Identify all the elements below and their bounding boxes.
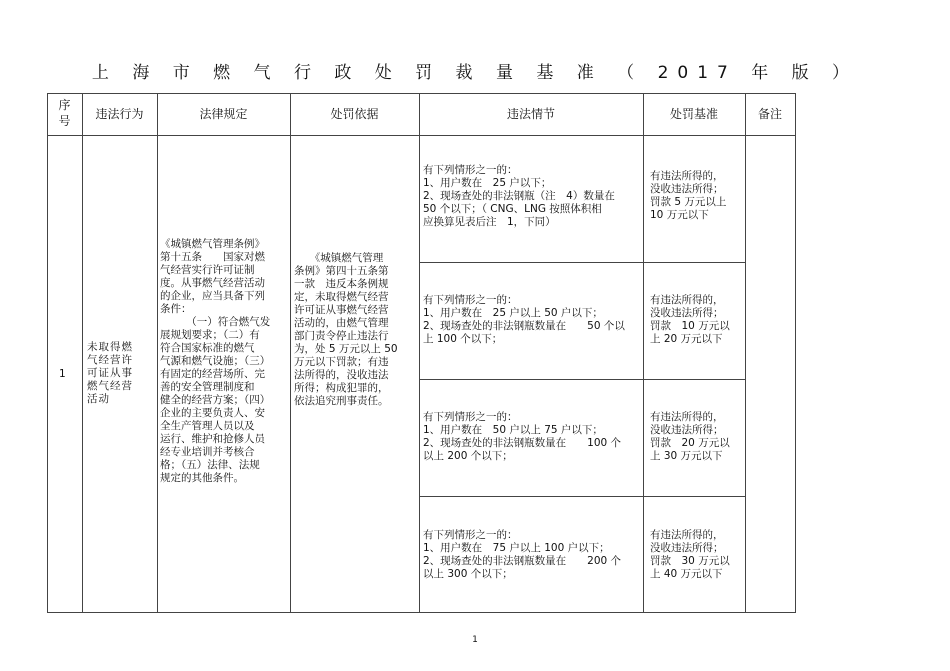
- col-divider-3: [290, 93, 291, 613]
- circumstance-2: 有下列情形之一的： 1、用户数在 25 户以上 50 户以下； 2、现场查处的非法钢瓶数量在 50 个以 上 100 个以下；: [423, 294, 625, 345]
- header-standard: 处罚基准: [669, 107, 718, 121]
- col-divider-4: [419, 93, 420, 613]
- header-divider: [47, 135, 796, 136]
- penalty-table: [47, 93, 796, 613]
- document-title: 上 海 市 燃 气 行 政 处 罚 裁 量 基 准 （ 2017 年 版 ）: [91, 63, 859, 83]
- standard-1: 有违法所得的， 没收违法所得； 罚款 5 万元以上 10 万元以下: [650, 170, 727, 221]
- row-divider-1: [419, 262, 745, 263]
- row1-no: 1: [59, 368, 66, 380]
- header-no: 序 号: [58, 98, 71, 128]
- header-basis: 处罚依据: [330, 107, 379, 121]
- header-circumstance: 违法情节: [506, 107, 555, 121]
- circumstance-4: 有下列情形之一的： 1、用户数在 75 户以上 100 户以下； 2、现场查处的非法钢瓶数量在 200 个 以上 300 个以下；: [423, 529, 622, 580]
- page-number: 1: [472, 635, 478, 645]
- col-border-left: [47, 93, 48, 613]
- col-divider-2: [157, 93, 158, 613]
- standard-4: 有违法所得的， 没收违法所得； 罚款 30 万元以 上 40 万元以下: [650, 529, 730, 580]
- col-divider-5: [643, 93, 644, 613]
- row1-law: 《城镇燃气管理条例》 第十五条 国家对燃 气经营实行许可证制 度。从事燃气经营活动 的企业，应当具备下列 条件： （一）符合燃气发 展规划要求；（二）有 符合国家标准的燃气 气源和燃气设施；（三） 有固定的经营场所、完 善的安全管理制度和 健全的经营方案；（四） 企业的主要负责人、安 全生产管理人员以及 运行、维护和抢修人员 经专业培训并考核合 格；（五）法律、法规 规定的其他条件。: [160, 238, 271, 484]
- col-border-right: [795, 93, 796, 613]
- circumstance-1: 有下列情形之一的： 1、用户数在 25 户以下； 2、现场查处的非法钢瓶（注 4）数量在 50 个以下；（ CNG、LNG 按照体积相 应换算见表后注 1，下同）: [423, 164, 615, 228]
- table-border-top: [47, 93, 796, 94]
- header-remark: 备注: [757, 107, 782, 121]
- col-divider-6: [745, 93, 746, 613]
- header-act: 违法行为: [95, 107, 144, 121]
- row-divider-3: [419, 496, 745, 497]
- circumstance-3: 有下列情形之一的： 1、用户数在 50 户以上 75 户以下； 2、现场查处的非法钢瓶数量在 100 个 以上 200 个以下；: [423, 411, 622, 462]
- row-divider-2: [419, 379, 745, 380]
- table-border-bottom: [47, 612, 796, 613]
- row1-act: 未取得燃 气经营许 可证从事 燃气经营 活动: [87, 341, 133, 405]
- row1-basis: 《城镇燃气管理 条例》第四十五条第 一款 违反本条例规 定，未取得燃气经营 许可证从事燃气经营 活动的，由燃气管理 部门责令停止违法行 为，处 5 万元以上 50 万元以下罚款；有违 法所得的，没收违法 所得；构成犯罪的， 依法追究刑事责任。: [294, 252, 398, 407]
- header-law: 法律规定: [199, 107, 248, 121]
- standard-3: 有违法所得的， 没收违法所得； 罚款 20 万元以 上 30 万元以下: [650, 411, 730, 462]
- standard-2: 有违法所得的， 没收违法所得； 罚款 10 万元以 上 20 万元以下: [650, 294, 730, 345]
- col-divider-1: [82, 93, 83, 613]
